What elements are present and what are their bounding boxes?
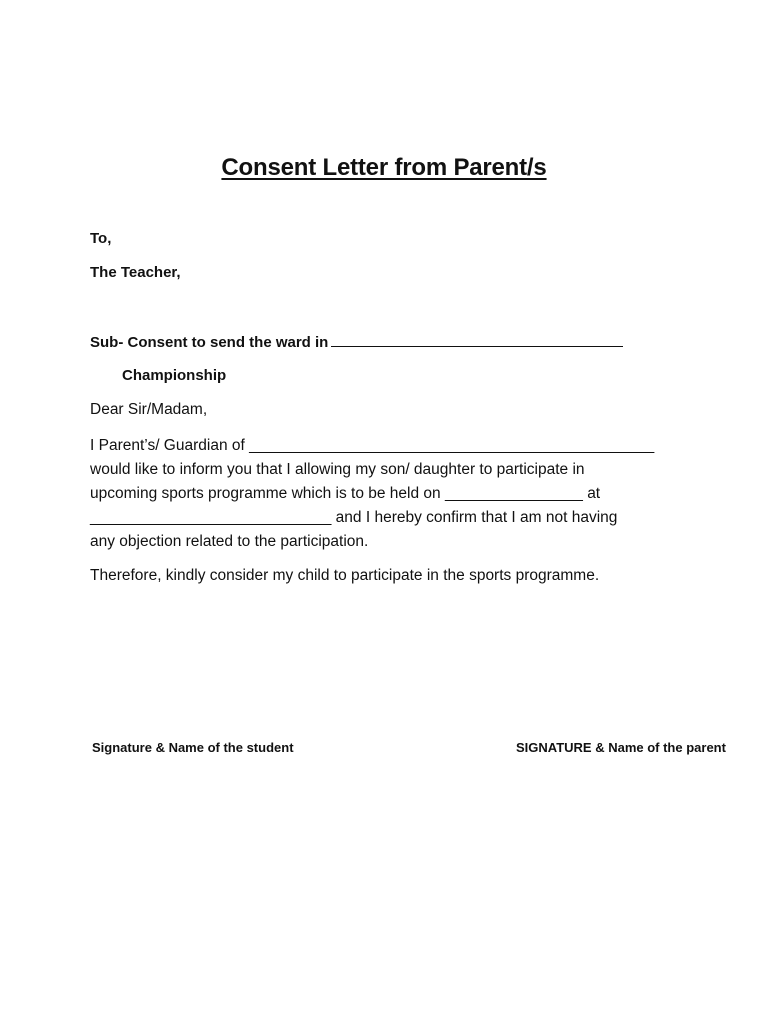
subject-label: Sub- Consent to send the ward in <box>90 334 329 351</box>
address-to: To, <box>90 230 112 247</box>
subject-blank <box>331 332 623 347</box>
signature-parent-label: SIGNATURE & Name of the parent <box>516 740 726 755</box>
body-line: would like to inform you that I allowing my son/ daughter to participate in <box>90 461 585 478</box>
body-line: any objection related to the participation. <box>90 533 369 550</box>
subject-event: Championship <box>122 367 227 384</box>
letter-body <box>90 434 690 554</box>
body-line: I Parent’s/ Guardian of _______________________________________________ <box>90 437 655 454</box>
salutation: Dear Sir/Madam, <box>90 401 208 418</box>
body-line: upcoming sports programme which is to be held on ________________ at <box>90 485 601 502</box>
recipient: The Teacher, <box>90 264 181 281</box>
letter-title: Consent Letter from Parent/s <box>221 154 547 181</box>
subject-line <box>90 332 623 353</box>
closing-paragraph: Therefore, kindly consider my child to participate in the sports programme. <box>90 567 600 584</box>
signature-student-label: Signature & Name of the student <box>92 740 294 755</box>
body-line: ____________________________ and I hereby confirm that I am not having <box>90 509 618 526</box>
